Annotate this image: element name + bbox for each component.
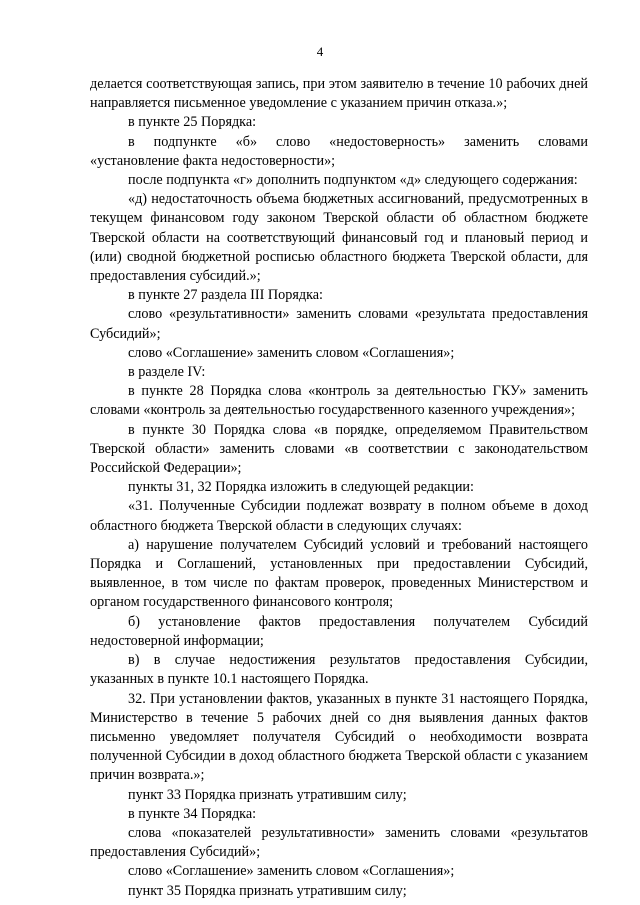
paragraph: слова «показателей результативности» заменить словами «результатов предоставления Субсидий»; [90, 824, 588, 861]
paragraph: «31. Полученные Субсидии подлежат возврату в полном объеме в доход областного бюджета Тверской области в следующих случаях: [90, 498, 588, 534]
paragraph: после подпункта «г» дополнить подпунктом «д» следующего содержания: [128, 172, 578, 189]
paragraph: 32. При установлении фактов, указанных в пункте 31 настоящего Порядка, Министерство в течение 5 рабочих дней со дня выявления данных фактов письменно уведомляет получателя Субсидий о необходимости возврата полученной Субсидии в доход областного бюджета Тверской области с указанием причин возврата.»; [90, 690, 588, 784]
paragraph: в) в случае недостижения результатов предоставления Субсидии, указанных в пункте 10.1 настоящего Порядка. [90, 652, 588, 688]
paragraph: в разделе IV: [128, 364, 206, 381]
paragraph: слово «Соглашение» заменить словом «Соглашения»; [128, 863, 455, 880]
paragraph: «д) недостаточность объема бюджетных ассигнований, предусмотренных в текущем финансовом году законом Тверской области об областном бюджете Тверской области на соответствующий финансовый год и плановый период и (или) сводной бюджетной росписью областного бюджета Тверской области, для предоставления субсидий.»; [90, 191, 588, 285]
paragraph: делается соответствующая запись, при этом заявителю в течение 10 рабочих дней направляется письменное уведомление с указанием причин отказа.»; [90, 76, 588, 112]
paragraph: слово «Соглашение» заменить словом «Соглашения»; [128, 344, 455, 361]
paragraph: в пункте 34 Порядка: [128, 805, 257, 822]
paragraph: пункты 31, 32 Порядка изложить в следующей редакции: [128, 479, 474, 496]
paragraph: а) нарушение получателем Субсидий условий и требований настоящего Порядка и Соглашений, установленных при предоставлении Субсидий, выявленное, в том числе по фактам проверок, проведенных Министерством и органом государственного финансового контроля; [90, 536, 588, 611]
paragraph: пункт 35 Порядка признать утратившим силу; [128, 882, 407, 899]
document-body [90, 75, 588, 901]
paragraph: в пункте 27 раздела III Порядка: [128, 287, 324, 304]
paragraph: пункт 33 Порядка признать утратившим силу; [128, 786, 407, 803]
page-number: 4 [316, 44, 324, 59]
paragraph: слово «результативности» заменить словами «результата предоставления Субсидий»; [90, 306, 588, 342]
paragraph: б) установление фактов предоставления получателем Субсидий недостоверной информации; [90, 613, 588, 649]
paragraph: в подпункте «б» слово «недостоверность» заменить словами «установление факта недостоверности»; [90, 133, 588, 169]
paragraph: в пункте 30 Порядка слова «в порядке, определяемом Правительством Тверской области» заменить словами «в соответствии с законодательством Российской Федерации»; [90, 421, 588, 477]
paragraph: в пункте 28 Порядка слова «контроль за деятельностью ГКУ» заменить словами «контроль за деятельностью государственного казенного учреждения»; [90, 383, 588, 419]
paragraph: в пункте 25 Порядка: [128, 114, 257, 131]
